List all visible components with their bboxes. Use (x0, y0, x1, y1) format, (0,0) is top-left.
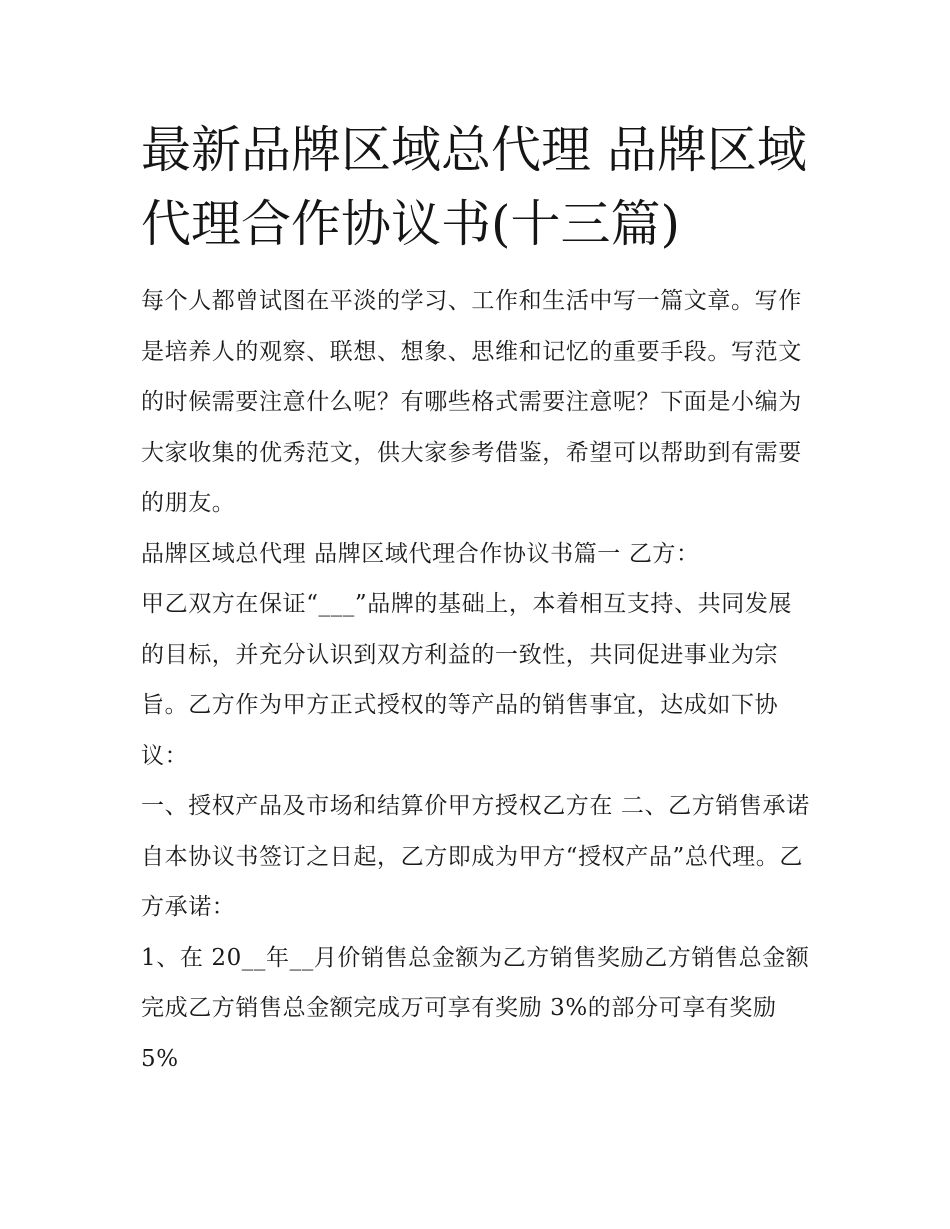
sales-target-paragraph: 1、在 20__年__月价销售总金额为乙方销售奖励乙方销售总金额完成乙方销售总金额完成万可享有奖励 3%的部分可享有奖励 5% (141, 944, 810, 1072)
section-heading-paragraph: 品牌区域总代理 品牌区域代理合作协议书篇一 乙方： (141, 540, 700, 567)
agreement-paragraph: 甲乙双方在保证“___”品牌的基础上，本着相互支持、共同发展的目标，并充分认识到双方利益的一致性，共同促进事业为宗旨。乙方作为甲方正式授权的等产品的销售事宜，达成如下协议： (141, 591, 793, 769)
document-body (141, 113, 813, 1084)
intro-paragraph: 每个人都曾试图在平淡的学习、工作和生活中写一篇文章。写作是培养人的观察、联想、想象、思维和记忆的重要手段。写范文的时候需要注意什么呢？有哪些格式需要注意呢？下面是小编为大家收集的优秀范文，供大家参考借鉴，希望可以帮助到有需要的朋友。 (141, 288, 802, 516)
title-spacer (141, 261, 813, 276)
clause-one-paragraph: 一、授权产品及市场和结算价甲方授权乙方在 二、乙方销售承诺自本协议书签订之日起，乙方即成为甲方“授权产品”总代理。乙方承诺： (141, 793, 810, 920)
document-title: 最新品牌区域总代理 品牌区域代理合作协议书(十三篇) (141, 121, 807, 253)
